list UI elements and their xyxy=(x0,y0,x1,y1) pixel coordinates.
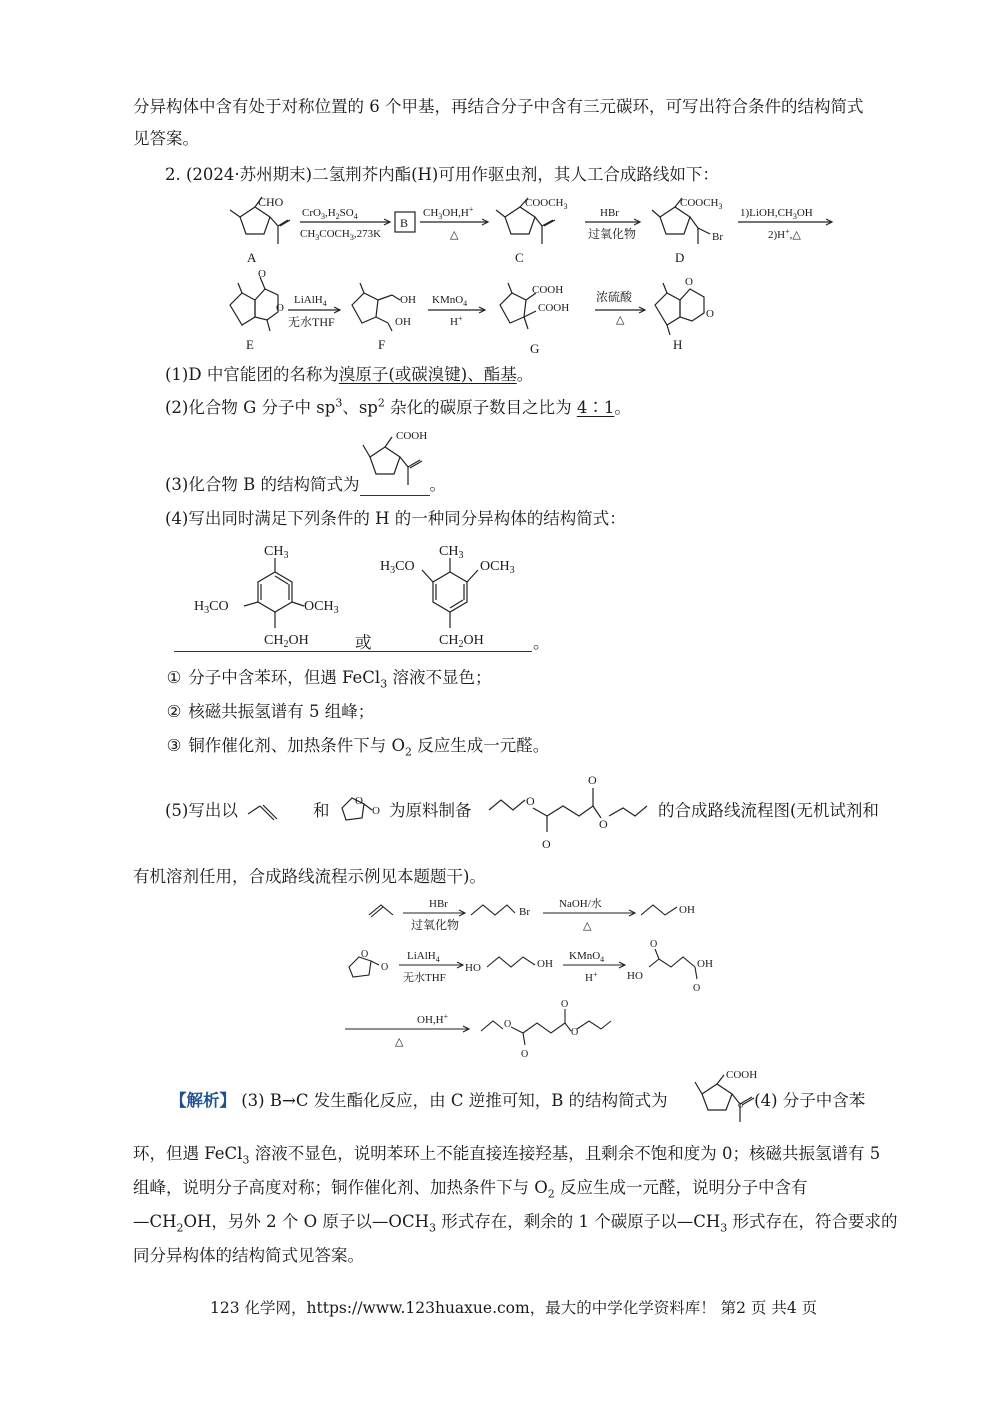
q2-sup-3: 3 xyxy=(335,396,343,410)
synthesis-scheme-row1 xyxy=(220,192,840,267)
analysis-structure-b xyxy=(692,1066,782,1126)
q5-line-2: 有机溶剂任用，合成路线流程示例见本题题干)。 xyxy=(133,867,486,886)
ester-o-3: O xyxy=(588,773,597,787)
svg-text:OCH3: $OCH_3$ xyxy=(480,559,515,576)
analysis-p1-b: 。(4) 分子中含苯 xyxy=(737,1091,866,1110)
iso1-h3co: H xyxy=(194,599,205,614)
route-acid-oh: OH xyxy=(697,958,713,970)
analysis-p3-a: 组峰，说明分子高度对称；铜作催化剂、加热条件下与 O xyxy=(133,1178,548,1197)
cond3-num: ③ xyxy=(166,736,182,755)
q3-text: (3)化合物 B 的结构简式为 xyxy=(165,475,360,494)
q5-text-a: (5)写出以 xyxy=(165,801,238,820)
iso1-h3co-b: CO xyxy=(209,599,229,614)
d-br-label: Br xyxy=(712,231,723,243)
lactone-co: O xyxy=(372,805,380,817)
analysis-p1-a: (3) B→C 发生酯化反应，由 C 逆推可知，B 的结构简式为 xyxy=(236,1091,668,1110)
reagent-thf: 无水THF xyxy=(288,315,335,329)
route-naoh: NaOH/水 xyxy=(559,898,602,910)
cond3-sub: 2 xyxy=(405,745,413,759)
label-f: F xyxy=(378,337,386,352)
e-ring-o-label: O xyxy=(276,302,284,314)
iso1-ch3: CH xyxy=(264,544,284,559)
q2-answer: 4∶1 xyxy=(576,398,615,417)
reagent-coch3: COCH xyxy=(319,228,350,240)
g-cooh-top: COOH xyxy=(532,284,564,296)
iso2-ch2oh-b: OH xyxy=(463,633,484,648)
q5-target-ester xyxy=(485,770,655,855)
analysis-para-2 xyxy=(133,1143,880,1165)
route-heat-1: △ xyxy=(583,920,592,932)
f-oh-top: OH xyxy=(400,294,416,306)
iso2-och3: OCH xyxy=(480,559,510,574)
svg-text:LiAlH4: LiAlH$_4$ xyxy=(294,294,327,308)
ester-o-2: O xyxy=(542,837,551,851)
svg-text:LiAlH4: LiAlH$_4$ xyxy=(407,950,440,964)
g-cooh-bottom: COOH xyxy=(538,302,570,314)
route-br: Br xyxy=(519,906,530,918)
analysis-para-3 xyxy=(133,1177,808,1199)
analysis-p2-b: 溶液不显色，说明苯环上不能直接连接羟基，且剩余不饱和度为 0；核磁共振氢谱有 5 xyxy=(249,1144,881,1163)
analysis-p2-sub: 3 xyxy=(242,1153,250,1167)
label-c: C xyxy=(515,250,524,265)
iso1-ch2oh-b: OH xyxy=(288,633,309,648)
route-acid-o2: O xyxy=(693,983,701,994)
q2-text-a: (2)化合物 G 分子中 sp xyxy=(165,398,336,417)
q4-condition-1 xyxy=(165,667,491,689)
q4-condition-2 xyxy=(165,701,374,723)
q4-condition-3 xyxy=(165,735,549,757)
q4-or: 或 xyxy=(355,633,372,652)
synthesis-scheme-row2 xyxy=(220,265,740,355)
d-cooch3-label: COOCH xyxy=(680,197,719,209)
iso1-ch2oh: CH xyxy=(264,633,284,648)
analysis-p4-b: OH，另外 2 个 O 原子以—OCH xyxy=(183,1212,429,1231)
label-b: B xyxy=(400,216,409,230)
ester-o-1: O xyxy=(526,794,535,808)
label-h: H xyxy=(673,337,683,352)
q2-sup-2: 2 xyxy=(377,396,385,410)
q1-answer: 溴原子(或碳溴键)、酯基 xyxy=(338,365,517,384)
q5-and: 和 xyxy=(313,801,330,820)
intro-line-1: 分异构体中含有处于对称位置的 6 个甲基，再结合分子中含有三元碳环，可写出符合条件的结构简式 xyxy=(133,97,864,116)
reagent-lioh: 1)LiOH,CH xyxy=(740,207,793,219)
label-e: E xyxy=(246,337,254,352)
route-lialh4: LiAlH xyxy=(407,950,436,962)
reagent-h-plus: 2)H xyxy=(768,229,786,241)
q3-structure-b xyxy=(360,427,450,492)
c-cooch3-label: COOCH xyxy=(525,197,564,209)
svg-text:CH3COCH3,273K: $CH_3COCH_3,273K$ xyxy=(300,228,382,242)
reagent-ch3oh: CH xyxy=(423,207,439,219)
svg-text:COOCH3: $COOCH_3$ xyxy=(525,197,568,211)
svg-text:H3CO: $H_3CO$ xyxy=(380,559,415,576)
reagent-acetone: CH xyxy=(300,228,316,240)
route-acid-o1: O xyxy=(650,939,658,950)
svg-text:CH2OH: $CH_2OH$ xyxy=(264,633,309,650)
analysis-p4-a: —CH xyxy=(133,1212,177,1231)
h-o-right: O xyxy=(706,308,714,320)
analysis-p4-sub3: 3 xyxy=(720,1221,728,1235)
ester-o-4: O xyxy=(599,817,608,831)
e-o-label: O xyxy=(258,268,266,280)
question-4: (4)写出同时满足下列条件的 H 的一种同分异构体的结构简式： xyxy=(165,509,626,528)
reagent-temp: 273K xyxy=(356,228,382,240)
route-hbr: HBr xyxy=(429,898,448,910)
reagent-kmno4: KMnO xyxy=(432,294,464,306)
cond2-text: 核磁共振氢谱有 5 组峰； xyxy=(188,702,375,721)
cond1-b: 溶液不显色； xyxy=(387,668,492,687)
svg-text:COOCH3: $COOCH_3$ xyxy=(680,197,723,211)
cond3-a: 铜作催化剂、加热条件下与 O xyxy=(188,736,406,755)
question-2 xyxy=(165,397,631,419)
reagent-lioh-oh: OH xyxy=(796,207,813,219)
reagent-h2so4-conc: 浓硫酸 xyxy=(596,290,633,304)
q5-text-b: 为原料制备 xyxy=(389,801,472,820)
q5-propene xyxy=(246,800,282,824)
q5-answer-route xyxy=(345,895,735,1060)
reagent-oh-h: OH,H xyxy=(442,207,469,219)
svg-text:CH3: $CH_3$ xyxy=(439,544,464,561)
iso2-h3co-b: CO xyxy=(395,559,415,574)
analysis-para-4 xyxy=(133,1211,897,1233)
svg-text:CH3OH,H+: $CH_3OH,H^+$ xyxy=(423,205,474,221)
analysis-p2-a: 环，但遇 FeCl xyxy=(133,1144,243,1163)
label-d: D xyxy=(675,250,685,265)
a-cho-label: CHO xyxy=(258,195,284,209)
h-o-top: O xyxy=(685,276,693,288)
analysis-p3-b: 反应生成一元醛，说明分子中含有 xyxy=(554,1178,808,1197)
label-a: A xyxy=(247,250,257,265)
page-footer: 123 化学网，https://www.123huaxue.com，最大的中学化学资料库！ 第2 页 共4 页 xyxy=(210,1299,818,1317)
analysis-b-cooh: COOH xyxy=(726,1069,758,1081)
reagent-so4: SO xyxy=(339,207,354,219)
reagent-cro3: CrO xyxy=(302,207,321,219)
analysis-para-5: 同分异构体的结构简式见答案。 xyxy=(133,1246,364,1265)
route-heat-2: △ xyxy=(395,1036,404,1048)
iso2-ch3: CH xyxy=(439,544,459,559)
iso2-h3co: H xyxy=(380,559,391,574)
route-kmno4: KMnO xyxy=(569,950,601,962)
reagent-lialh4: LiAlH xyxy=(294,294,323,306)
route-oh-2: OH xyxy=(537,958,553,970)
analysis-p4-c: 形式存在，剩余的 1 个碳原子以—CH xyxy=(435,1212,721,1231)
svg-text:OH,H+: OH,H+ xyxy=(417,1012,449,1026)
route-lactone-o: O xyxy=(361,949,369,960)
cond2-num: ② xyxy=(166,702,182,721)
q5-text-c: 的合成路线流程图(无机试剂和 xyxy=(658,801,879,820)
f-oh-bottom: OH xyxy=(395,316,411,328)
route-h-plus: H xyxy=(585,972,593,984)
question-1 xyxy=(165,364,533,386)
svg-text:CH3: $CH_3$ xyxy=(264,544,289,561)
q5-lactone xyxy=(334,790,384,826)
analysis-p4-d: 形式存在，符合要求的 xyxy=(727,1212,898,1231)
q1-end: 。 xyxy=(516,365,534,384)
route-ester-o2: O xyxy=(521,1049,529,1060)
reagent-h-plus-2: H xyxy=(450,316,458,328)
route-ester-o4: O xyxy=(571,1027,579,1038)
svg-text:KMnO4: KMnO$_4$ xyxy=(569,950,605,964)
cond1-num: ① xyxy=(166,668,182,687)
problem-stem: 2. (2024·苏州期末)二氢荆芥内酯(H)可用作驱虫剂，其人工合成路线如下： xyxy=(165,165,719,184)
svg-text:2)H+,△: 2)H+,△ xyxy=(768,227,801,241)
lactone-o: O xyxy=(355,795,363,807)
route-ho: HO xyxy=(465,962,481,974)
q1-text: (1)D 中官能团的名称为 xyxy=(165,365,339,384)
cond1-sub: 3 xyxy=(380,677,388,691)
cond1-a: 分子中含苯环，但遇 FeCl xyxy=(188,668,381,687)
reagent-peroxide: 过氧化物 xyxy=(588,227,637,241)
q2-text-b: 、sp xyxy=(342,398,378,417)
route-ester-o1: O xyxy=(504,1019,512,1030)
q4-answer-underline xyxy=(174,651,532,652)
reagent-hbr: HBr xyxy=(600,207,619,219)
svg-text:H+: H+ xyxy=(585,970,598,984)
svg-text:CrO3,H2SO4: $CrO_3,H_2SO_4$ xyxy=(302,207,358,221)
svg-text:KMnO4: KMnO$_4$ xyxy=(432,294,468,308)
label-g: G xyxy=(530,341,540,356)
intro-line-2: 见答案。 xyxy=(133,129,199,148)
q4-end: 。 xyxy=(533,633,550,652)
iso2-ch2oh: CH xyxy=(439,633,459,648)
route-alcohol-cond: OH,H xyxy=(417,1014,444,1026)
svg-text:OCH3: $OCH_3$ xyxy=(304,599,339,616)
b-cooh-label: COOH xyxy=(396,430,428,442)
analysis-tag: 【解析】 xyxy=(170,1091,236,1110)
analysis-p3-sub: 2 xyxy=(547,1187,555,1201)
cond3-b: 反应生成一元醛。 xyxy=(412,736,550,755)
route-acid-ho: HO xyxy=(627,970,643,982)
iso1-och3: OCH xyxy=(304,599,334,614)
route-peroxide: 过氧化物 xyxy=(411,918,460,932)
reagent-heat-2: △ xyxy=(792,229,801,241)
analysis-p4-sub2: 3 xyxy=(428,1221,436,1235)
svg-text:CH2OH: $CH_2OH$ xyxy=(439,633,484,650)
analysis-p4-sub: 2 xyxy=(176,1221,184,1235)
svg-text:H3CO: $H_3CO$ xyxy=(194,599,229,616)
route-ester-o3: O xyxy=(561,999,569,1010)
reagent-heat-1: △ xyxy=(450,229,459,241)
q2-text-c: 杂化的碳原子数目之比为 xyxy=(384,398,572,417)
q3-end: 。 xyxy=(429,475,446,494)
route-lactone-co: O xyxy=(381,962,389,973)
reagent-heat-3: △ xyxy=(616,314,625,326)
svg-text:1)LiOH,CH3OH: $1)LiOH,CH_3OH$ xyxy=(740,207,813,221)
svg-text:H+: H+ xyxy=(450,314,463,328)
q2-end: 。 xyxy=(614,398,631,417)
route-thf: 无水THF xyxy=(403,972,446,984)
reagent-h2so4: H xyxy=(327,207,336,219)
route-oh-1: OH xyxy=(679,904,695,916)
